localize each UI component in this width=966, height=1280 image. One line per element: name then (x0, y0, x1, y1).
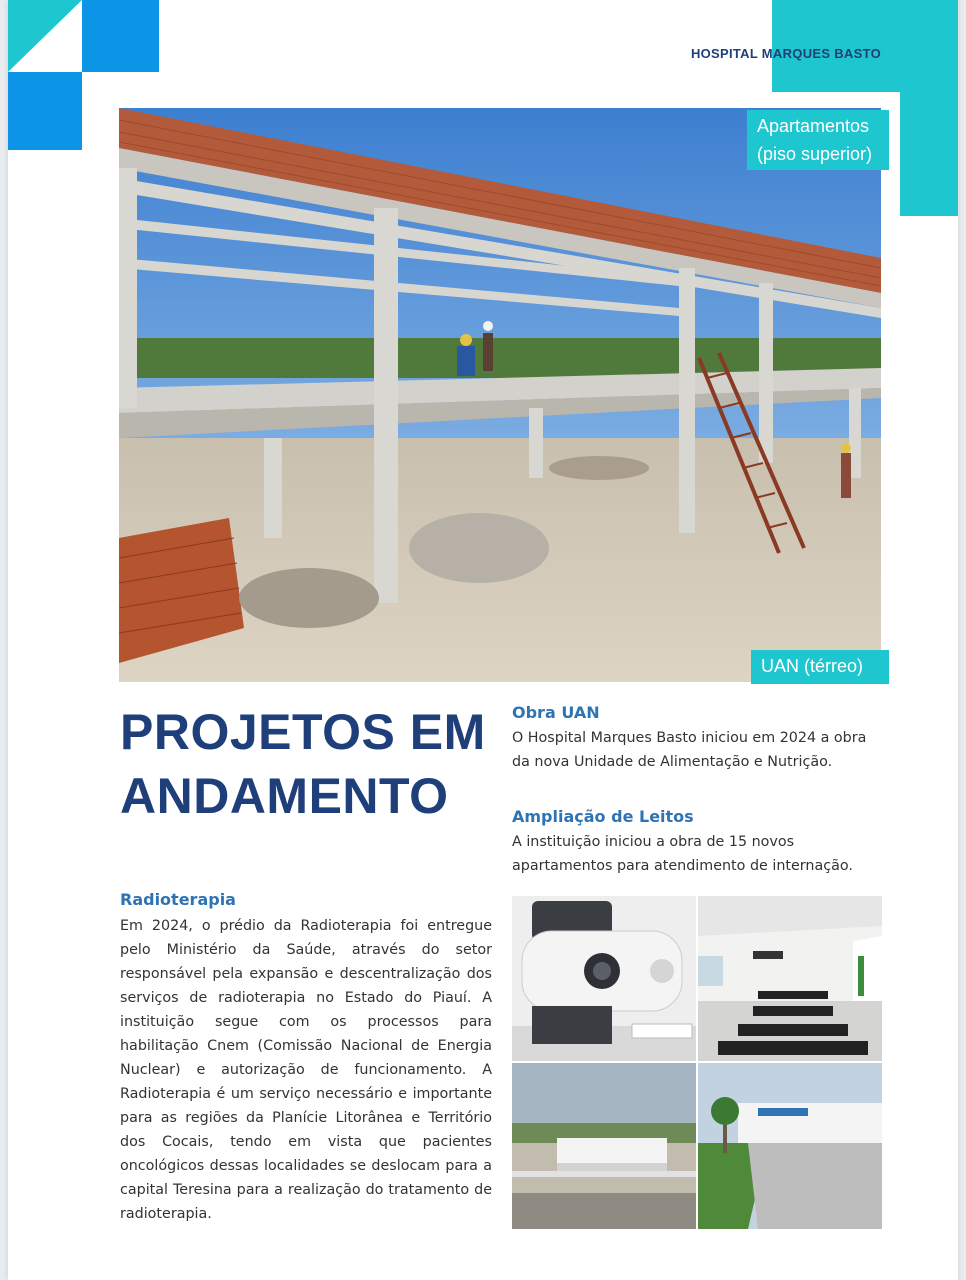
corner-decoration-triangle (8, 0, 82, 72)
photo-label-uan: UAN (térreo) (751, 650, 889, 684)
photo-label-apartments: Apartamentos (piso superior) (747, 110, 889, 170)
section-title-ampliacao-leitos: Ampliação de Leitos (512, 807, 694, 826)
photo-building-aerial (512, 1063, 696, 1229)
photo-radiotherapy-machine (512, 896, 696, 1061)
corner-decoration-square (82, 0, 159, 72)
corner-decoration-block (900, 92, 958, 216)
section-title-radioterapia: Radioterapia (120, 890, 236, 909)
section-title-obra-uan: Obra UAN (512, 703, 600, 722)
section-body-obra-uan: O Hospital Marques Basto iniciou em 2024 a obra da nova Unidade de Alimentação e Nutrição. (512, 730, 867, 770)
header-title: HOSPITAL MARQUES BASTO (690, 46, 881, 61)
corner-decoration-square (8, 72, 82, 150)
photo-grid (512, 896, 882, 1229)
construction-photo (119, 108, 881, 682)
photo-building-entrance (698, 1063, 882, 1229)
document-page (8, 0, 958, 1280)
page-title: PROJETOS EM ANDAMENTO (120, 704, 486, 824)
photo-waiting-room (698, 896, 882, 1061)
section-body-radioterapia: Em 2024, o prédio da Radioterapia foi entregue pelo Ministério da Saúde, através do setor responsável pela expansão e descentralização dos serviços de radioterapia no Estado do Piauí. A instituição segue com os processos para habilitação Cnem (Comissão Nacional de Energia Nuclear) e autorização de funcionamento. A Radioterapia é um serviço necessário e importante para as regiões da Planície Litorânea e Território dos Cocais, tendo em vista que pacientes oncológicos dessas localidades se deslocam para a capital Teresina para a realização do tratamento de radioterapia. (120, 918, 492, 1222)
section-body-ampliacao-leitos: A instituição iniciou a obra de 15 novos apartamentos para atendimento de internação. (512, 834, 853, 874)
